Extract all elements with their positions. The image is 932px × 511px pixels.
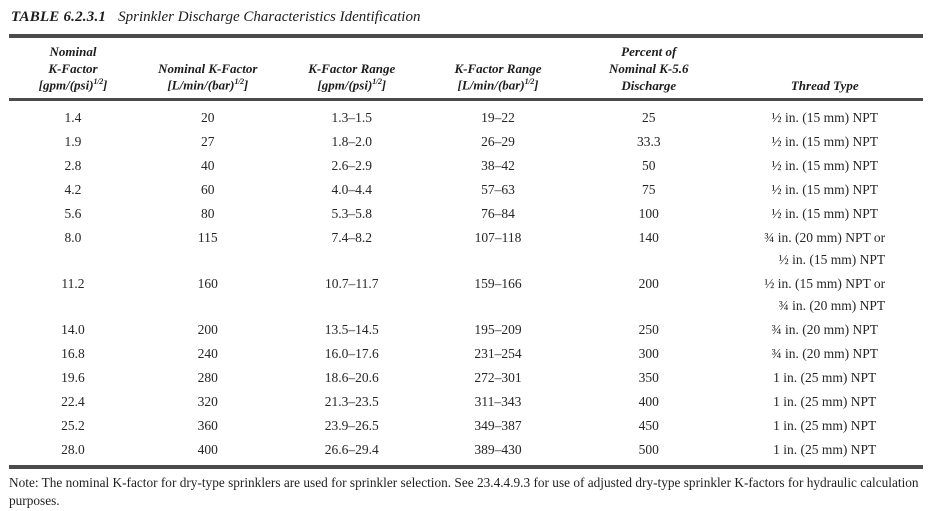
cell-k-range-gpm: 10.7–11.7 — [324, 276, 379, 292]
cell-thread-type — [726, 154, 923, 178]
cell-k-range-lmin: 231–254 — [474, 346, 522, 362]
cell-nominal-k-gpm: 16.8 — [61, 346, 85, 362]
header-line: K-Factor Range — [454, 60, 542, 76]
table-body — [9, 100, 923, 468]
cell-nominal-k-lmin: 280 — [197, 370, 218, 386]
cell-percent-discharge: 200 — [638, 276, 659, 292]
cell-nominal-k-lmin: 360 — [197, 418, 218, 434]
cell-thread-type — [726, 272, 923, 318]
cell-percent-discharge: 300 — [638, 346, 659, 362]
column-header-k-range-gpm — [279, 36, 425, 100]
cell-thread-type — [726, 390, 923, 414]
thread-type-text: 1 in. (25 mm) NPT — [773, 442, 877, 458]
cell-percent-discharge: 25 — [642, 110, 656, 126]
cell-nominal-k-lmin: 20 — [201, 110, 215, 126]
cell-thread-type — [726, 226, 923, 272]
cell-k-range-gpm: 5.3–5.8 — [331, 206, 372, 222]
thread-type-text: ½ in. (15 mm) NPT — [771, 182, 878, 198]
cell-nominal-k-gpm: 19.6 — [61, 370, 85, 386]
cell-nominal-k-gpm: 28.0 — [61, 442, 85, 458]
cell-percent-discharge: 400 — [638, 394, 659, 410]
cell-k-range-gpm: 13.5–14.5 — [324, 322, 379, 338]
cell-k-range-lmin: 107–118 — [474, 230, 522, 246]
cell-nominal-k-lmin: 320 — [197, 394, 218, 410]
cell-nominal-k-gpm: 1.4 — [64, 110, 82, 126]
cell-thread-type — [726, 130, 923, 154]
cell-nominal-k-gpm: 25.2 — [61, 418, 85, 434]
table-row — [9, 154, 923, 178]
cell-nominal-k-gpm: 14.0 — [61, 322, 85, 338]
cell-k-range-lmin: 26–29 — [481, 134, 515, 150]
header-line: Discharge — [621, 77, 677, 93]
cell-nominal-k-lmin: 200 — [197, 322, 218, 338]
cell-nominal-k-gpm: 22.4 — [61, 394, 85, 410]
cell-k-range-lmin: 19–22 — [481, 110, 515, 126]
thread-type-text: ½ in. (15 mm) NPT — [771, 158, 878, 174]
thread-type-text: 1 in. (25 mm) NPT — [773, 370, 877, 386]
cell-percent-discharge: 140 — [638, 230, 659, 246]
thread-type-text: ½ in. (15 mm) NPT — [771, 134, 878, 150]
cell-thread-type — [726, 438, 923, 467]
cell-percent-discharge: 250 — [638, 322, 659, 338]
thread-type-text: 1 in. (25 mm) NPT — [773, 394, 877, 410]
table-row — [9, 390, 923, 414]
header-line: Nominal K-5.6 — [609, 60, 689, 76]
table-row — [9, 342, 923, 366]
cell-k-range-lmin: 349–387 — [474, 418, 522, 434]
thread-type-text: ¾ in. (20 mm) NPT or ½ in. (15 mm) NPT — [764, 230, 886, 268]
table-row — [9, 178, 923, 202]
cell-k-range-gpm: 2.6–2.9 — [331, 158, 372, 174]
header-unit: [L/min/(bar)$^{1/2}$] — [457, 77, 539, 93]
sprinkler-discharge-table — [9, 34, 923, 469]
header-unit: [gpm/(psi)$^{1/2}$] — [317, 77, 387, 93]
cell-k-range-gpm: 26.6–29.4 — [324, 442, 379, 458]
header-line: Thread Type — [790, 77, 859, 93]
table-note: Note: The nominal K-factor for dry-type sprinklers are used for sprinkler selection. See 23.4.4.9.3 for use of adjusted dry-type sprinkler K-factors for hydraulic calculation purposes. — [9, 475, 919, 509]
cell-k-range-lmin: 76–84 — [481, 206, 515, 222]
thread-type-text: ½ in. (15 mm) NPT — [771, 110, 878, 126]
cell-k-range-lmin: 159–166 — [474, 276, 522, 292]
cell-nominal-k-gpm: 4.2 — [64, 182, 82, 198]
cell-k-range-gpm: 16.0–17.6 — [324, 346, 379, 362]
cell-k-range-gpm: 23.9–26.5 — [324, 418, 379, 434]
cell-k-range-lmin: 38–42 — [481, 158, 515, 174]
cell-k-range-gpm: 4.0–4.4 — [331, 182, 372, 198]
column-header-thread-type — [726, 36, 923, 100]
cell-nominal-k-lmin: 115 — [197, 230, 218, 246]
cell-k-range-lmin: 195–209 — [474, 322, 522, 338]
cell-nominal-k-lmin: 60 — [201, 182, 215, 198]
thread-type-text: ½ in. (15 mm) NPT or ¾ in. (20 mm) NPT — [764, 276, 886, 314]
cell-k-range-lmin: 272–301 — [474, 370, 522, 386]
column-header-percent-discharge — [571, 36, 726, 100]
cell-nominal-k-lmin: 40 — [201, 158, 215, 174]
cell-k-range-lmin: 57–63 — [481, 182, 515, 198]
header-line: Percent of — [621, 44, 677, 60]
cell-percent-discharge: 100 — [638, 206, 659, 222]
cell-percent-discharge: 75 — [642, 182, 656, 198]
cell-k-range-gpm: 21.3–23.5 — [324, 394, 379, 410]
column-header-nominal-k-lmin — [137, 36, 279, 100]
table-row — [9, 226, 923, 272]
cell-nominal-k-lmin: 400 — [197, 442, 218, 458]
table-row — [9, 318, 923, 342]
cell-thread-type — [726, 414, 923, 438]
table-row — [9, 100, 923, 131]
cell-thread-type — [726, 342, 923, 366]
thread-type-text: ¾ in. (20 mm) NPT — [771, 346, 878, 362]
cell-k-range-gpm: 1.8–2.0 — [331, 134, 372, 150]
header-unit: [gpm/(psi)$^{1/2}$] — [38, 77, 108, 93]
cell-nominal-k-gpm: 1.9 — [64, 134, 82, 150]
cell-nominal-k-lmin: 240 — [197, 346, 218, 362]
table-row — [9, 202, 923, 226]
cell-thread-type — [726, 178, 923, 202]
cell-thread-type — [726, 318, 923, 342]
cell-percent-discharge: 350 — [638, 370, 659, 386]
cell-k-range-gpm: 1.3–1.5 — [331, 110, 372, 126]
thread-type-text: 1 in. (25 mm) NPT — [773, 418, 877, 434]
thread-type-text: ¾ in. (20 mm) NPT — [771, 322, 878, 338]
cell-nominal-k-lmin: 80 — [201, 206, 215, 222]
cell-percent-discharge: 33.3 — [636, 134, 661, 150]
table-number: TABLE 6.2.3.1 — [11, 9, 107, 25]
cell-nominal-k-gpm: 5.6 — [64, 206, 82, 222]
cell-nominal-k-gpm: 2.8 — [64, 158, 82, 174]
table-row — [9, 414, 923, 438]
column-header-k-range-lmin — [425, 36, 571, 100]
cell-k-range-gpm: 7.4–8.2 — [331, 230, 372, 246]
table-caption-text: Sprinkler Discharge Characteristics Identification — [118, 9, 421, 25]
header-line: K-Factor — [48, 60, 98, 76]
column-header-nominal-k-gpm — [9, 36, 137, 100]
cell-percent-discharge: 50 — [642, 158, 656, 174]
cell-k-range-gpm: 18.6–20.6 — [324, 370, 379, 386]
cell-k-range-lmin: 311–343 — [474, 394, 522, 410]
table-title — [9, 6, 923, 34]
cell-thread-type — [726, 100, 923, 131]
header-line: Nominal — [49, 44, 97, 59]
table-row — [9, 272, 923, 318]
table-row — [9, 438, 923, 467]
table-row — [9, 130, 923, 154]
cell-nominal-k-lmin: 27 — [201, 134, 215, 150]
cell-nominal-k-gpm: 8.0 — [64, 230, 82, 246]
cell-thread-type — [726, 366, 923, 390]
thread-type-text: ½ in. (15 mm) NPT — [771, 206, 878, 222]
cell-thread-type — [726, 202, 923, 226]
cell-percent-discharge: 450 — [638, 418, 659, 434]
cell-k-range-lmin: 389–430 — [474, 442, 522, 458]
cell-nominal-k-gpm: 11.2 — [61, 276, 85, 292]
header-unit: [L/min/(bar)$^{1/2}$] — [167, 77, 249, 93]
table-header — [9, 36, 923, 100]
cell-nominal-k-lmin: 160 — [197, 276, 218, 292]
cell-percent-discharge: 500 — [638, 442, 659, 458]
header-line: Nominal K-Factor — [158, 60, 258, 76]
header-line: K-Factor Range — [308, 60, 396, 76]
table-row — [9, 366, 923, 390]
